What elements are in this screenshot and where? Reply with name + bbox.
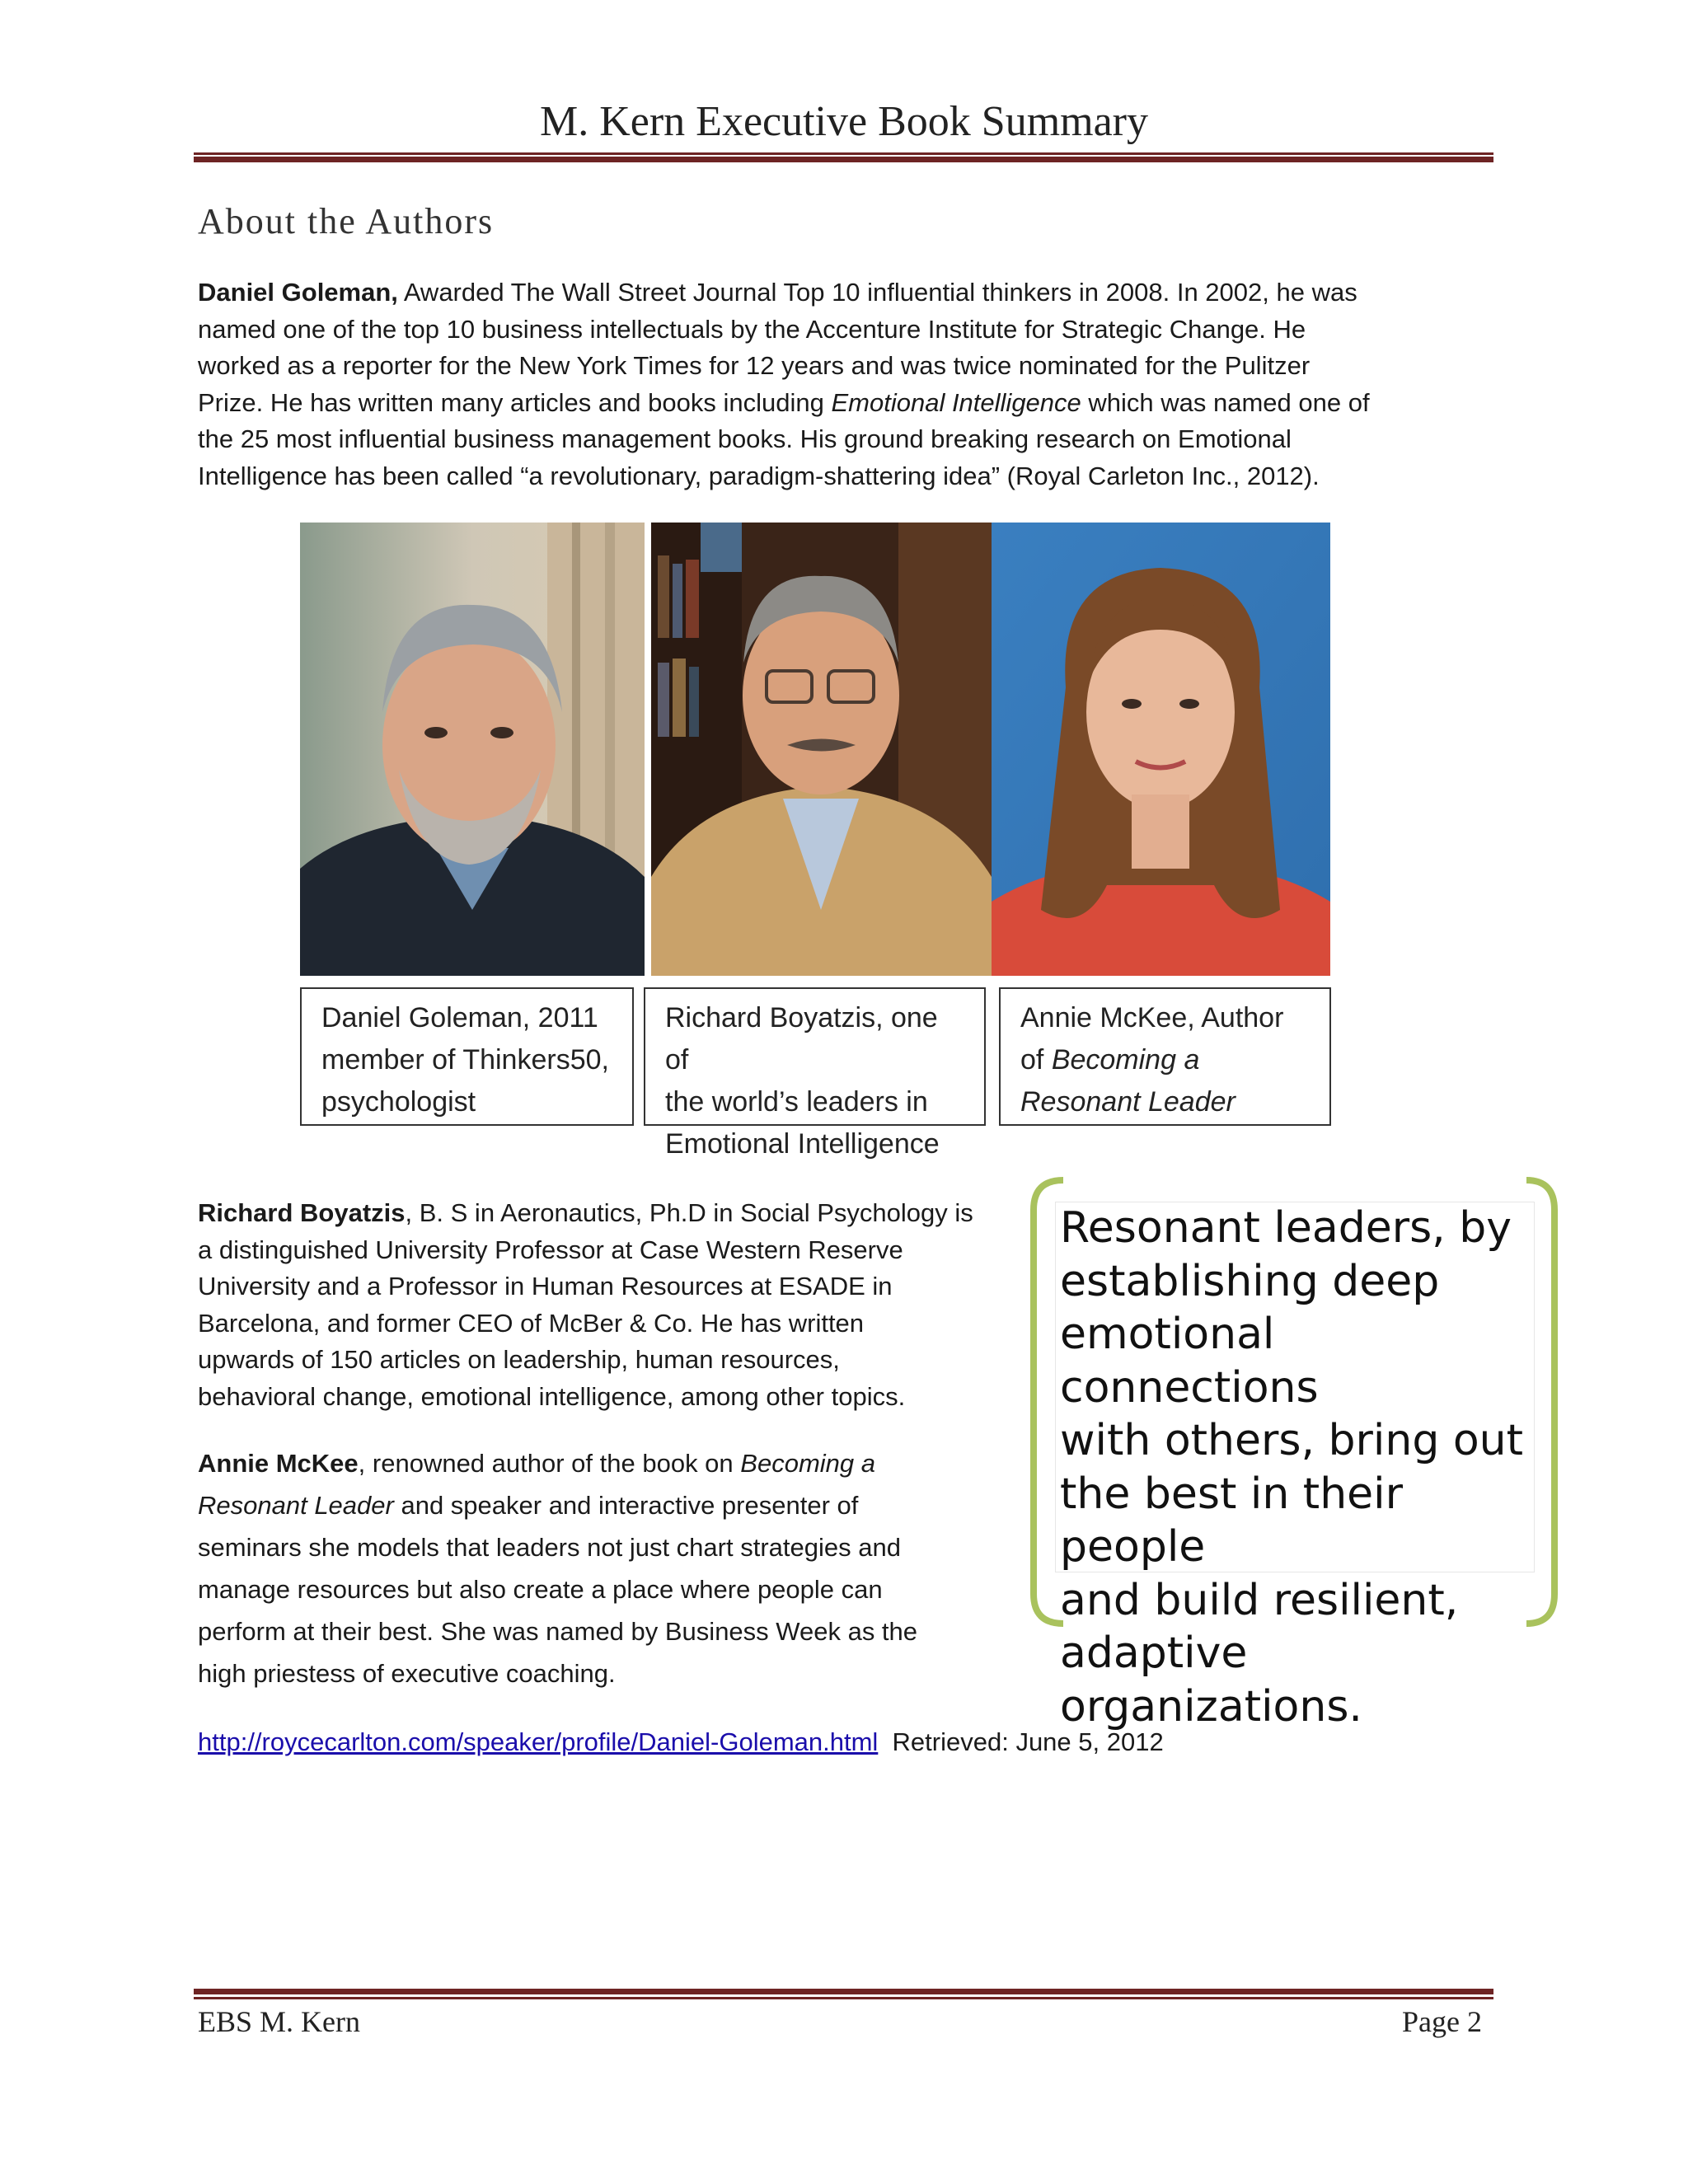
footer-rule-thick — [194, 1989, 1493, 1994]
caption-daniel-goleman: Daniel Goleman, 2011 member of Thinkers50, psychologist — [300, 987, 634, 1126]
header-title: M. Kern Executive Book Summary — [540, 98, 1148, 145]
quote-text: Resonant leaders, by establishing deep emotional connections with others, bring out the best in their people and build resilient, adaptive organizations. — [1060, 1203, 1524, 1732]
photo-daniel-goleman — [300, 523, 645, 976]
photo-annie-mckee — [992, 523, 1330, 976]
section-title: About the Authors — [198, 201, 495, 241]
boyatzis-paragraph: Richard Boyatzis, B. S in Aeronautics, Ph.D in Social Psychology is a distinguished University Professor at Case Western Reserve University and a Professor in Human Resources at ESADE in Barcelona, and former CEO of McBer & Co. He has written upwards of 150 articles on leadership, human resources, behavioral change, emotional intelligence, among other topics. — [198, 1198, 973, 1411]
header-rule-thin — [194, 152, 1493, 155]
retrieved-date: Retrieved: June 5, 2012 — [892, 1727, 1164, 1756]
footer-left: EBS M. Kern — [198, 2005, 360, 2038]
mckee-paragraph: Annie McKee, renowned author of the book on Becoming a Resonant Leader and speaker and interactive presenter of seminars she models that leaders not just chart strategies and manage resources but also create a place where people can perform at their best. She was named by Business Week as the high priestess of executive coaching. — [198, 1449, 918, 1688]
reference-line — [198, 1724, 1434, 1761]
photo-richard-boyatzis — [651, 523, 992, 976]
boyatzis-name: Richard Boyatzis — [198, 1198, 406, 1227]
footer-rule-thin — [194, 1997, 1493, 1999]
goleman-name: Daniel Goleman, — [198, 278, 398, 307]
header-rule-thick — [194, 157, 1493, 162]
reference-link[interactable]: http://roycecarlton.com/speaker/profile/Daniel-Goleman.html — [198, 1727, 879, 1756]
goleman-paragraph: Daniel Goleman, Awarded The Wall Street Journal Top 10 influential thinkers in 2008. In 2002, he was named one of the top 10 business intellectuals by the Accenture Institute for Strategic Change. He worked as a reporter for the New York Times for 12 years and was twice nominated for the Pulitzer Prize. He has written many articles and books including Emotional Intelligence which was named one of the 25 most influential business management books. His ground breaking research on Emotional Intelligence has been called “a revolutionary, paradigm-shattering idea” (Royal Carleton Inc., 2012). — [198, 278, 1370, 490]
pull-quote — [1030, 1177, 1574, 1732]
caption-richard-boyatzis: Richard Boyatzis, one of the world’s leaders in Emotional Intelligence — [644, 987, 986, 1126]
mckee-name: Annie McKee — [198, 1449, 359, 1478]
footer-page-number: Page 2 — [1402, 2005, 1482, 2038]
caption-annie-mckee: Annie McKee, Author of Becoming a Resonant Leader — [999, 987, 1331, 1126]
